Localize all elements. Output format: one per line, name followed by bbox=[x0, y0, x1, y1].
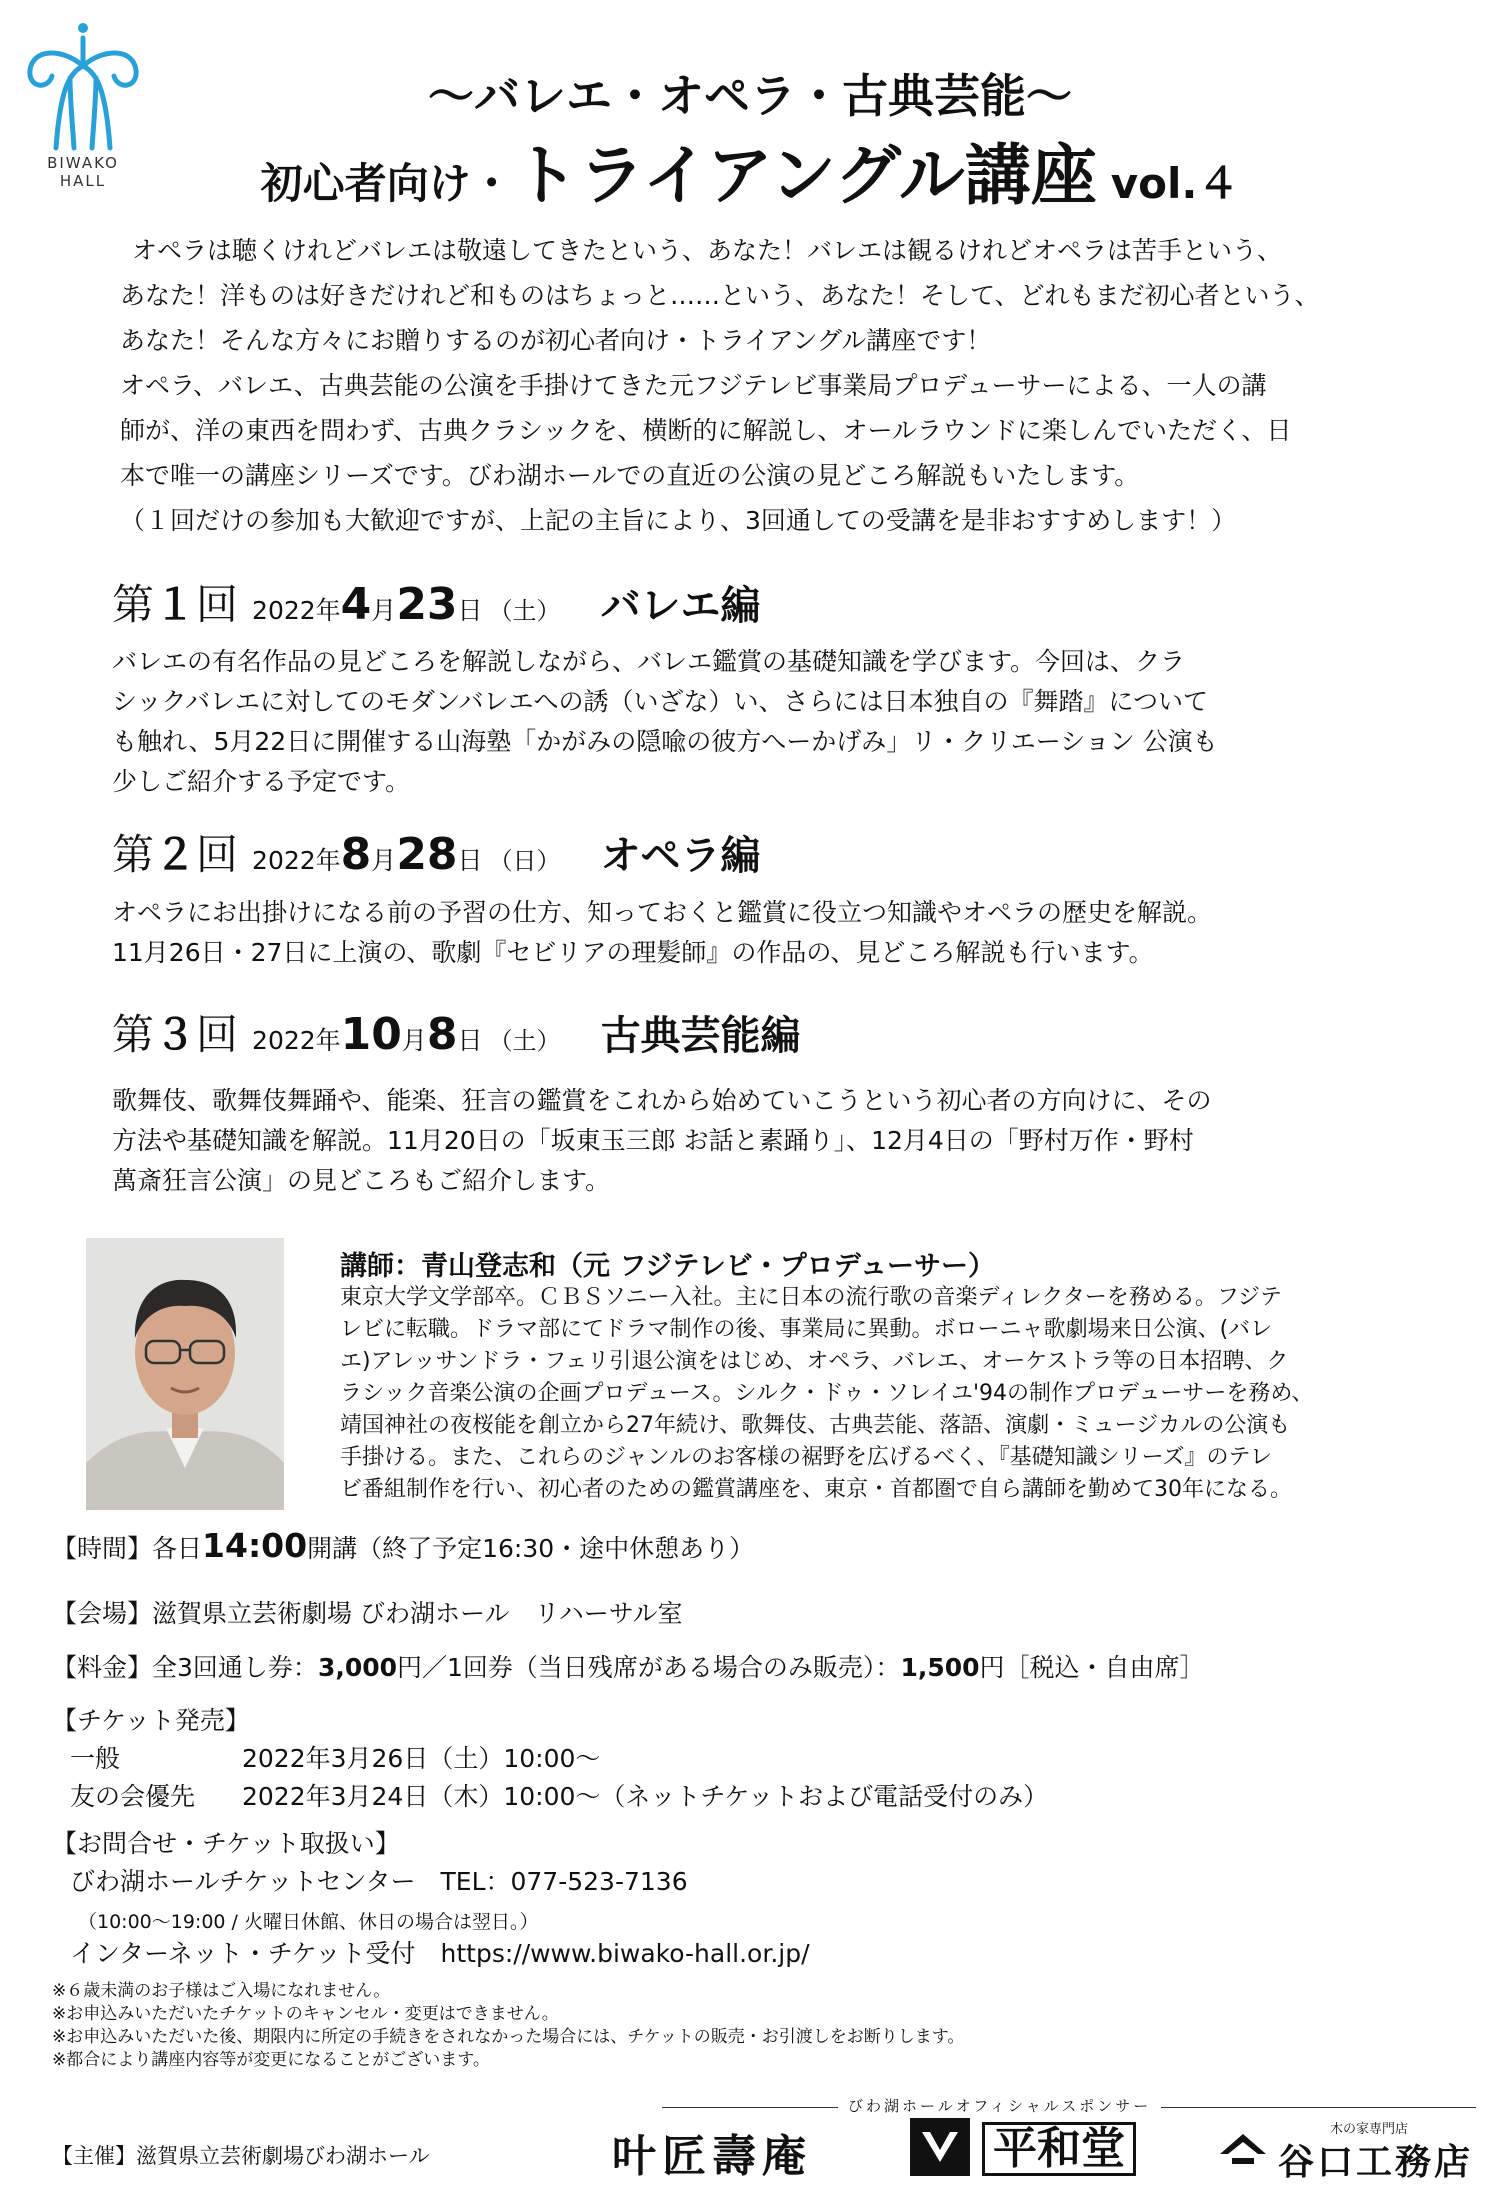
intro-line: （１回だけの参加も大歓迎ですが、上記の主旨により、3回通しての受講を是非おすすめします！） bbox=[120, 506, 1237, 535]
session-day: 28 bbox=[396, 829, 458, 880]
lecturer-name: 講師：青山登志和（元 フジテレビ・プロデューサー） bbox=[340, 1251, 995, 1282]
intro-line: オペラ、バレエ、古典芸能の公演を手掛けてきた元フジテレビ事業局プロデューサーによる、一人の講 bbox=[120, 371, 1267, 400]
sponsor-taniguchi-logo: 谷口工務店 bbox=[1278, 2141, 1474, 2183]
session-3-heading bbox=[112, 1002, 801, 1062]
session-year: 2022年 bbox=[252, 846, 341, 875]
intro-line: あなた！洋ものは好きだけれど和ものはちょっと……という、あなた！そして、どれもまだ初心者という、 bbox=[120, 281, 1320, 310]
session-text-line: も触れ、5月22日に開催する山海塾「かがみの隠喩の彼方へーかげみ」リ・クリエーション 公演も bbox=[112, 727, 1218, 756]
venue-info bbox=[52, 1596, 682, 1632]
month-unit: 月 bbox=[371, 846, 397, 875]
intro-line: 師が、洋の東西を問わず、古典クラシックを、横断的に解説し、オールラウンドに楽しんでいただく、日 bbox=[120, 416, 1292, 445]
general-value: 2022年3月26日（土）10:00〜 bbox=[242, 1744, 601, 1773]
session-title: バレエ編 bbox=[600, 583, 761, 629]
session-text-line: 方法や基礎知識を解説。11月20日の「坂東玉三郎 お話と素踊り」、12月4日の「野村万作・野村 bbox=[112, 1126, 1194, 1155]
venue-label: 【会場】 bbox=[52, 1599, 153, 1628]
bio-line: 手掛ける。また、これらのジャンルのお客様の裾野を広げるべく、『基礎知識シリーズ』のテレ bbox=[340, 1445, 1273, 1470]
bio-line: ビ番組制作を行い、初心者のための鑑賞講座を、東京・首都圏で自ら講師を勤めて30年になる。 bbox=[340, 1477, 1292, 1502]
bio-line: 靖国神社の夜桜能を創立から27年続け、歌舞伎、古典芸能、落語、演劇・ミュージカルの公演も bbox=[340, 1413, 1291, 1438]
heiwado-mark-icon bbox=[910, 2118, 970, 2176]
lecturer-bio bbox=[340, 1282, 1470, 1506]
session-1-body bbox=[112, 642, 1412, 802]
day-unit: 日 bbox=[457, 846, 483, 875]
sponsor-heiwado-logo: 平和堂 bbox=[982, 2122, 1136, 2176]
session-text-line: バレエの有名作品の見どころを解説しながら、バレエ鑑賞の基礎知識を学びます。今回は、クラ bbox=[112, 647, 1186, 676]
ticket-label: 【チケット発売】 bbox=[52, 1706, 250, 1735]
bio-line: エ)アレッサンドラ・フェリ引退公演をはじめ、オペラ、バレエ、オーケストラ等の日本招聘、ク bbox=[340, 1349, 1289, 1374]
session-dow: （日） bbox=[488, 847, 561, 875]
ticket-general bbox=[70, 1741, 600, 1777]
session-dow: （土） bbox=[488, 1027, 561, 1055]
bio-line: ラシック音楽公演の企画プロデュース。シルク・ドゥ・ソレイユ'94の制作プロデューサーを務め、 bbox=[340, 1381, 1314, 1406]
month-unit: 月 bbox=[401, 1026, 427, 1055]
note-line: ※６歳未満のお子様はご入場になれません。 bbox=[52, 1981, 391, 2001]
intro-line: オペラは聴くけれどバレエは敬遠してきたという、あなた！バレエは観るけれどオペラは苦手という、 bbox=[132, 236, 1283, 265]
session-month: 4 bbox=[340, 579, 372, 630]
note-line: ※お申込みいただいたチケットのキャンセル・変更はできません。 bbox=[52, 2004, 559, 2024]
session-text-line: 萬斎狂言公演」の見どころもご紹介します。 bbox=[112, 1166, 611, 1195]
session-title: オペラ編 bbox=[600, 833, 761, 879]
note-line: ※都合により講座内容等が変更になることがございます。 bbox=[52, 2050, 490, 2070]
session-day: 8 bbox=[426, 1009, 458, 1060]
time-label: 【時間】 bbox=[52, 1534, 153, 1563]
session-number: 第３回 bbox=[112, 1010, 239, 1059]
house-roof-icon bbox=[1218, 2130, 1268, 2170]
time-prefix: 各日 bbox=[152, 1534, 203, 1563]
member-value: 2022年3月24日（木）10:00〜（ネットチケットおよび電話受付のみ） bbox=[242, 1782, 1049, 1811]
title-line1: 〜バレエ・オペラ・古典芸能〜 bbox=[428, 69, 1072, 123]
price-middle: 円／1回券（当日残席がある場合のみ販売）： bbox=[397, 1653, 901, 1682]
price-suffix: 円［税込・自由席］ bbox=[979, 1653, 1205, 1682]
sponsor-taniguchi-sub: 木の家専門店 bbox=[1330, 2122, 1409, 2137]
sponsor-kanoshojuan-logo: 叶匠壽庵 bbox=[612, 2131, 812, 2182]
intro-text bbox=[120, 228, 1420, 543]
organizer: 【主催】滋賀県立芸術劇場びわ湖ホール bbox=[52, 2144, 430, 2168]
ticket-member bbox=[70, 1779, 1048, 1815]
ticket-center: びわ湖ホールチケットセンター TEL：077-523-7136 bbox=[70, 1867, 688, 1896]
time-info bbox=[52, 1528, 754, 1567]
session-year: 2022年 bbox=[252, 596, 341, 625]
web-link[interactable]: インターネット・チケット受付 https://www.biwako-hall.or.jp/ bbox=[70, 1939, 810, 1968]
venue-value: 滋賀県立芸術劇場 びわ湖ホール リハーサル室 bbox=[152, 1599, 683, 1628]
intro-line: あなた！そんな方々にお贈りするのが初心者向け・トライアングル講座です！ bbox=[120, 326, 992, 355]
session-number: 第１回 bbox=[112, 580, 239, 629]
note-line: ※お申込みいただいた後、期限内に所定の手続きをされなかった場合には、チケットの販売・お引渡しをお断りします。 bbox=[52, 2027, 965, 2047]
title-prefix: 初心者向け・ bbox=[260, 159, 513, 208]
general-label: 一般 bbox=[70, 1744, 121, 1773]
session-month: 10 bbox=[340, 1009, 402, 1060]
session-title: 古典芸能編 bbox=[600, 1013, 801, 1059]
lecturer-photo bbox=[86, 1238, 284, 1510]
session-text-line: 歌舞伎、歌舞伎舞踊や、能楽、狂言の鑑賞をこれから始めていこうという初心者の方向けに、その bbox=[112, 1086, 1212, 1115]
price-single: 1,500 bbox=[900, 1653, 980, 1682]
logo-text-line1: BIWAKO bbox=[47, 154, 119, 172]
session-2-body bbox=[112, 893, 1412, 973]
session-text-line: オペラにお出掛けになる前の予習の仕方、知っておくと鑑賞に役立つ知識やオペラの歴史を解説。 bbox=[112, 898, 1213, 927]
price-info bbox=[52, 1650, 1205, 1686]
price-full: 3,000 bbox=[317, 1653, 398, 1682]
day-unit: 日 bbox=[457, 1026, 483, 1055]
day-unit: 日 bbox=[457, 596, 483, 625]
title-main: トライアングル講座 bbox=[512, 137, 1097, 214]
contact-label: 【お問合せ・チケット取扱い】 bbox=[52, 1829, 400, 1858]
session-dow: （土） bbox=[488, 597, 561, 625]
bio-line: レビに転職。ドラマ部にてドラマ制作の後、事業局に異動。ボローニャ歌劇場来日公演、(バレ bbox=[340, 1317, 1273, 1342]
month-unit: 月 bbox=[371, 596, 397, 625]
bio-line: 東京大学文学部卒。ＣＢＳソニー入社。主に日本の流行歌の音楽ディレクターを務める。フジテ bbox=[340, 1285, 1283, 1310]
session-month: 8 bbox=[340, 829, 372, 880]
sponsor-label: びわ湖ホールオフィシャルスポンサー bbox=[838, 2095, 1161, 2116]
session-2-heading bbox=[112, 822, 761, 882]
price-prefix: 全3回通し券： bbox=[152, 1653, 318, 1682]
session-number: 第２回 bbox=[112, 830, 239, 879]
intro-line: 本で唯一の講座シリーズです。びわ湖ホールでの直近の公演の見どころ解説もいたします。 bbox=[120, 461, 1140, 490]
session-year: 2022年 bbox=[252, 1026, 341, 1055]
time-detail: 開講（終了予定16:30・途中休憩あり） bbox=[307, 1534, 755, 1563]
center-hours: （10:00〜19:00 / 火曜日休館、休日の場合は翌日。） bbox=[78, 1911, 539, 1933]
member-label: 友の会優先 bbox=[70, 1782, 196, 1811]
session-text-line: 11月26日・27日に上演の、歌劇『セビリアの理髪師』の作品の、見どころ解説も行います。 bbox=[112, 938, 1154, 967]
session-text-line: シックバレエに対してのモダンバレエへの誘（いざな）い、さらには日本独自の『舞踏』について bbox=[112, 687, 1209, 716]
title-line2 bbox=[0, 122, 1500, 217]
session-3-body bbox=[112, 1081, 1412, 1201]
start-time: 14:00 bbox=[202, 1526, 308, 1565]
notes bbox=[52, 1980, 964, 2072]
price-label: 【料金】 bbox=[52, 1653, 153, 1682]
logo-text-line2: HALL bbox=[59, 172, 107, 190]
session-text-line: 少しご紹介する予定です。 bbox=[112, 767, 411, 796]
session-1-heading bbox=[112, 572, 761, 632]
title-vol: vol.４ bbox=[1110, 159, 1240, 208]
session-day: 23 bbox=[396, 579, 458, 630]
